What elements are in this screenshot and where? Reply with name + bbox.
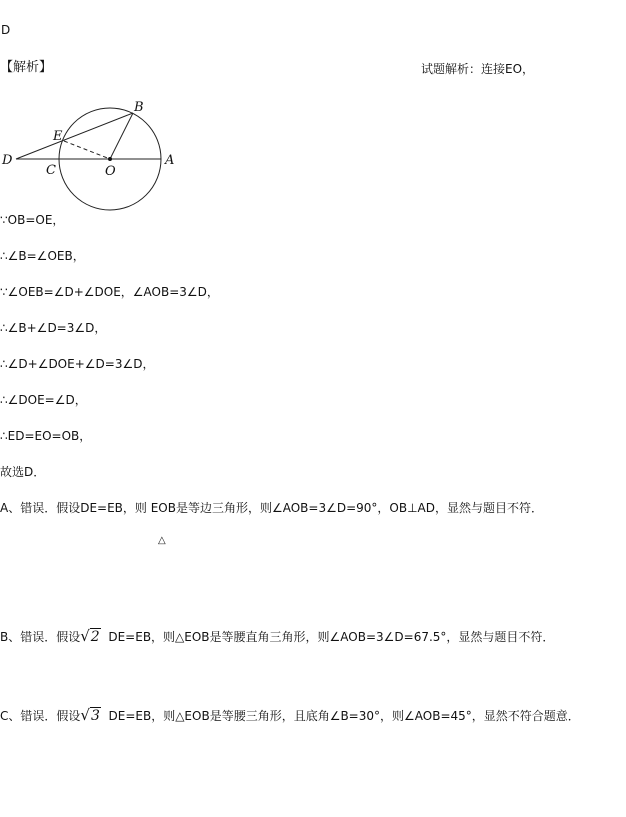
- step-7: ∴ED=EO=OB，: [0, 429, 92, 443]
- radicand-2: 2: [90, 629, 100, 645]
- label-d: D: [2, 153, 13, 168]
- step-6: ∴∠DOE=∠D，: [0, 393, 87, 407]
- segment-eo-dashed: [64, 141, 110, 159]
- sqrt-3: [80, 707, 100, 724]
- option-b-prefix: B、错误．假设: [0, 630, 81, 644]
- option-a-triangle-mark: △: [158, 535, 166, 546]
- segment-ob: [110, 113, 133, 159]
- conclusion: 故选D．: [0, 465, 46, 479]
- sqrt-2: [80, 628, 100, 645]
- analysis-heading: 【解析】: [0, 60, 53, 75]
- geometry-figure: [0, 98, 185, 216]
- step-3: ∵∠OEB=∠D+∠DOE，∠AOB=3∠D，: [0, 285, 219, 299]
- analysis-subheading: 试题解析：连接EO，: [421, 62, 535, 76]
- option-c-suffix: DE=EB，则△EOB是等腰三角形，且底角∠B=30°，则∠AOB=45°，显然不符合题意．: [108, 709, 580, 723]
- center-point: [108, 157, 112, 161]
- step-2: ∴∠B=∠OEB，: [0, 249, 85, 263]
- label-b: B: [134, 100, 144, 115]
- label-a: A: [165, 153, 175, 168]
- radicand-3: 3: [90, 708, 100, 724]
- option-c: [0, 707, 580, 724]
- answer-label: D: [1, 23, 11, 37]
- label-e: E: [53, 129, 63, 144]
- step-1: ∵OB=OE，: [0, 213, 65, 227]
- line-db: [16, 113, 133, 159]
- label-o: O: [105, 164, 116, 179]
- option-c-prefix: C、错误．假设: [0, 709, 81, 723]
- radical-sign: √: [80, 627, 90, 645]
- step-4: ∴∠B+∠D=3∠D，: [0, 321, 107, 335]
- radical-sign: √: [80, 706, 90, 724]
- option-b: [0, 628, 554, 645]
- label-c: C: [46, 163, 56, 178]
- option-a-text: A、错误．假设DE=EB，则 EOB是等边三角形，则∠AOB=3∠D=90°，OB⊥AD，显然与题目不符．: [0, 501, 544, 515]
- option-b-suffix: DE=EB，则△EOB是等腰直角三角形，则∠AOB=3∠D=67.5°，显然与题目不符．: [108, 630, 555, 644]
- step-5: ∴∠D+∠DOE+∠D=3∠D，: [0, 357, 155, 371]
